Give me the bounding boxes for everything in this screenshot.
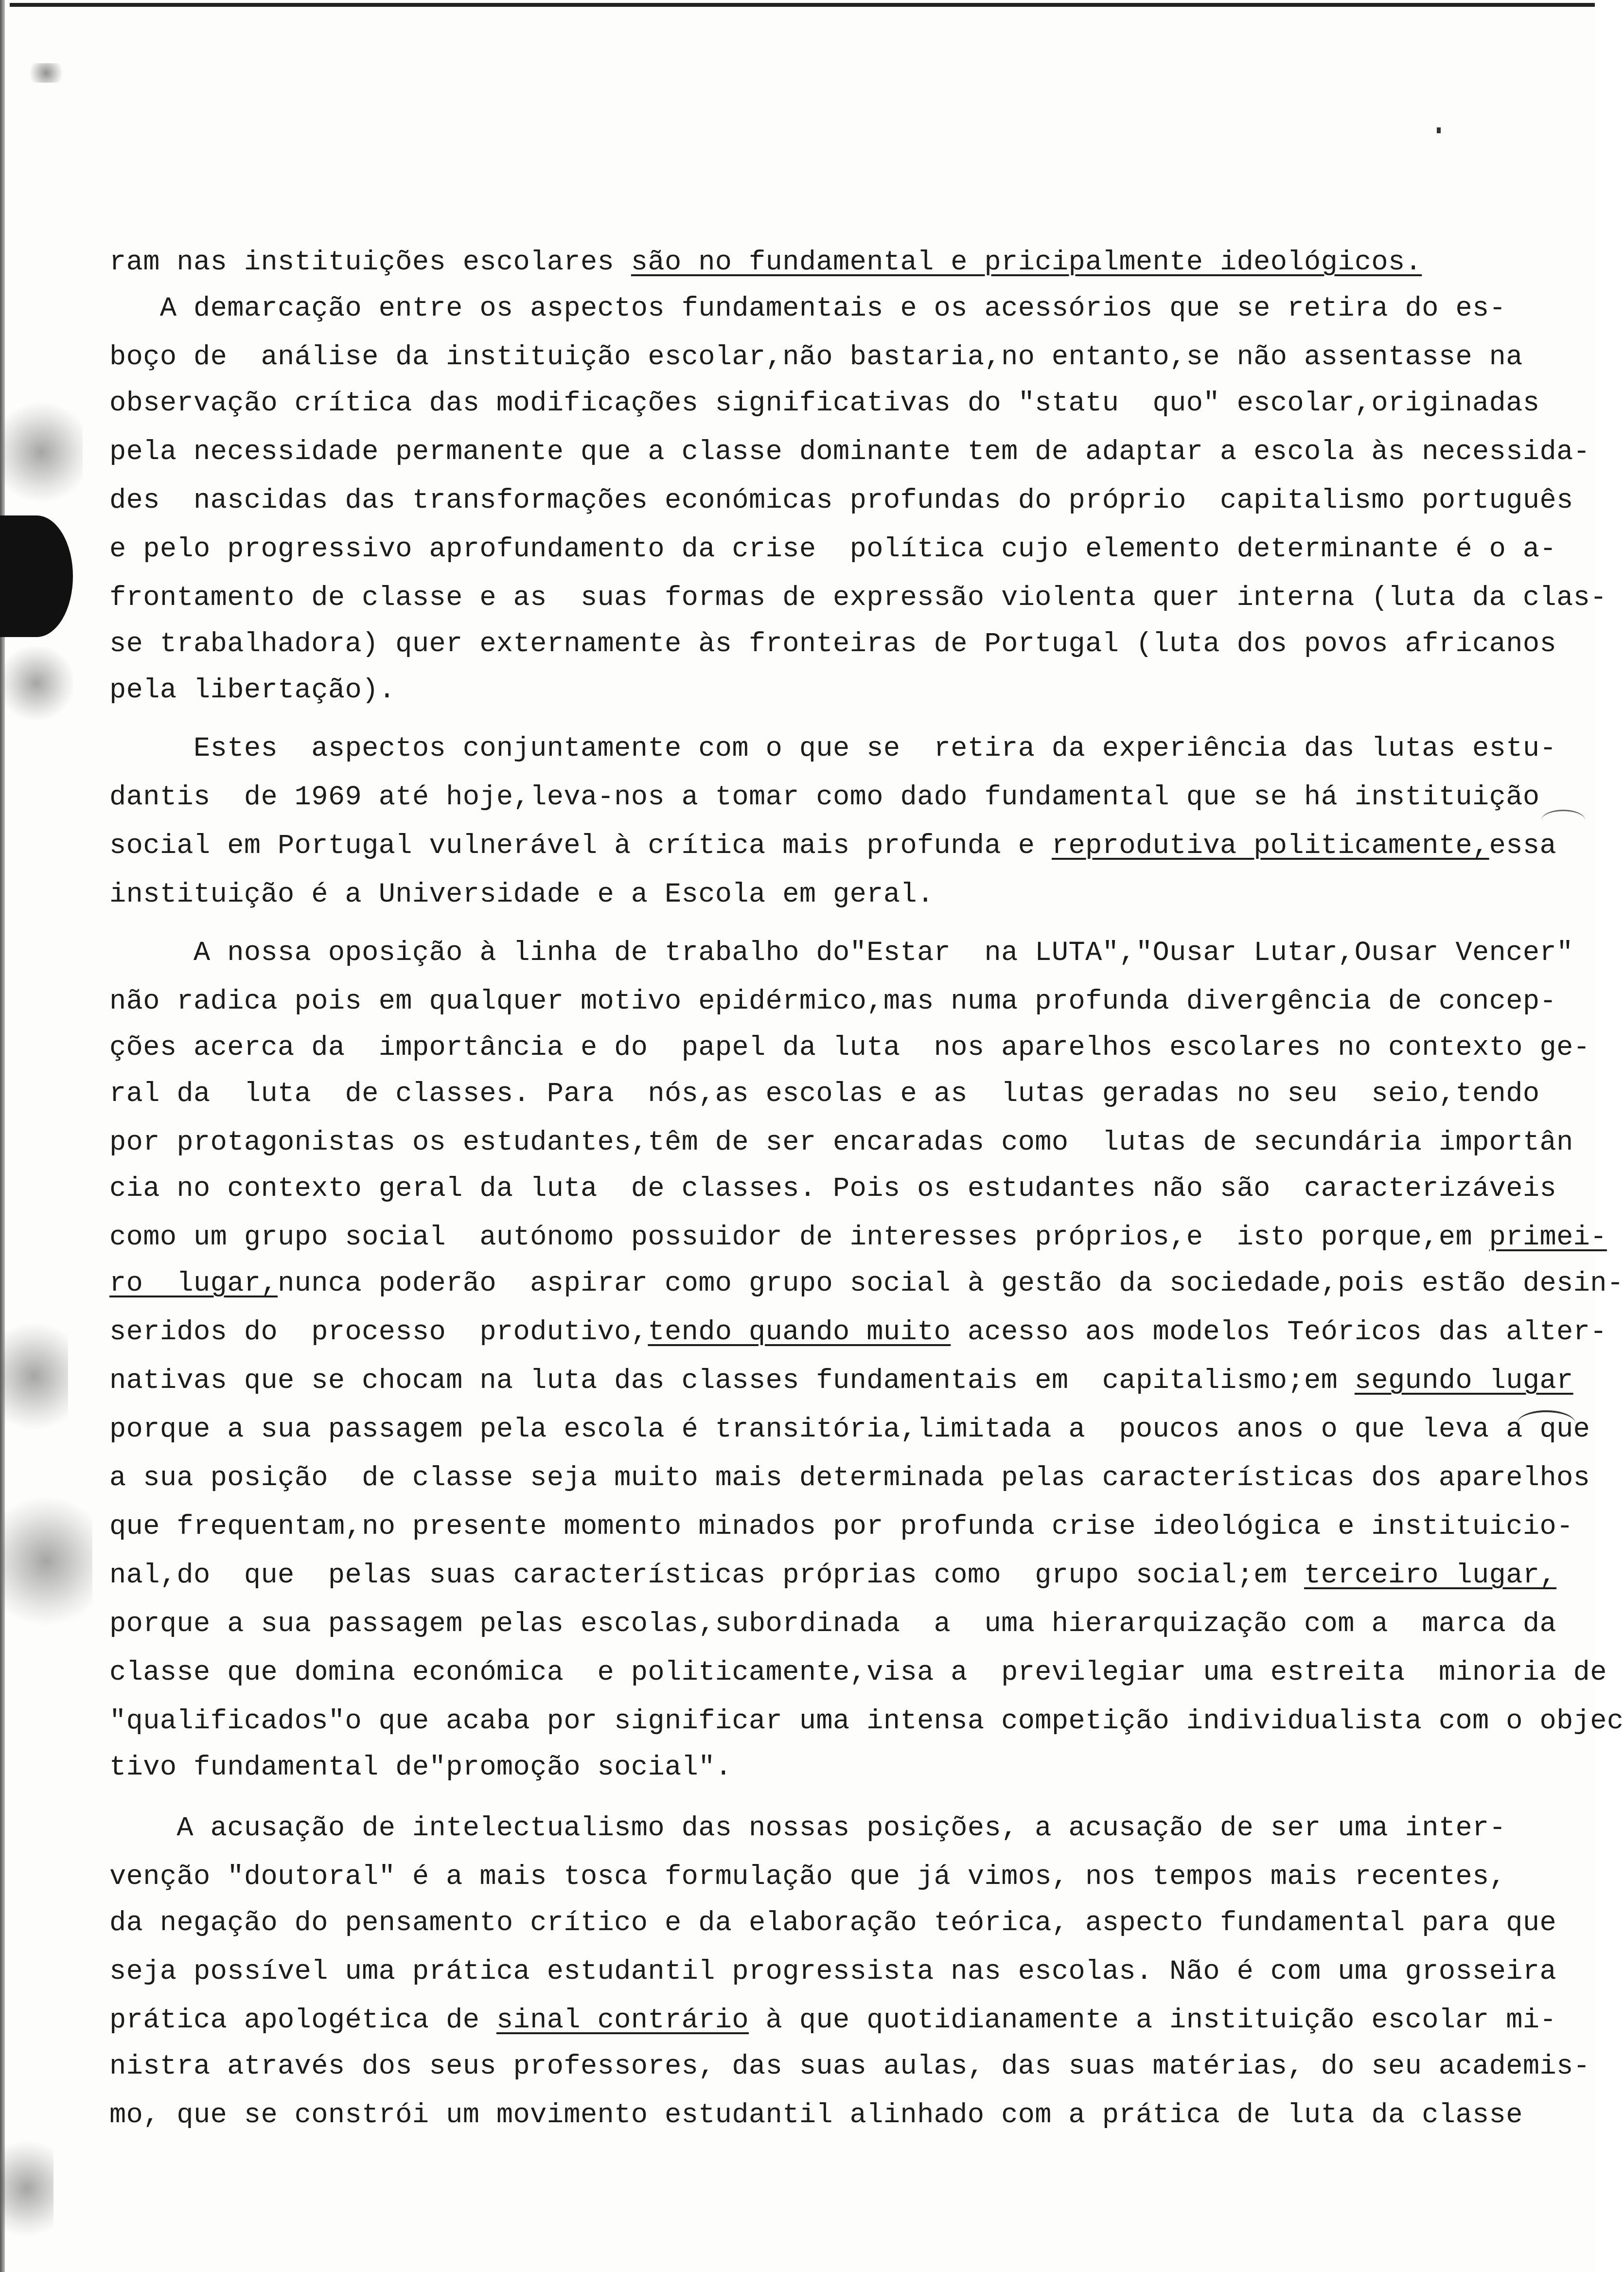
text-segment: que frequentam,no presente momento minados por profunda crise ideológica e instituicio-: [109, 1511, 1573, 1543]
text-line: [109, 2001, 1556, 2040]
text-line: [109, 1809, 1506, 1848]
text-line: [109, 1218, 1607, 1257]
text-line: [109, 243, 1422, 282]
text-segment: Estes aspectos conjuntamente com o que se retira da experiência das lutas estu-: [109, 733, 1557, 764]
text-segment: a sua posição de classe seja muito mais determinada pelas características dos aparelhos: [109, 1463, 1590, 1494]
text-segment: A acusação de intelectualismo das nossas posições, a acusação de ser uma inter-: [109, 1813, 1506, 1844]
text-line: [109, 1410, 1590, 1449]
text-segment: porque a sua passagem pela escola é transitória,limitada a poucos anos o que leva a que: [109, 1414, 1590, 1445]
text-segment: por protagonistas os estudantes,têm de ser encaradas como lutas de secundária importân: [109, 1127, 1573, 1158]
text-segment: venção "doutoral" é a mais tosca formulação que já vimos, nos tempos mais recentes,: [109, 1862, 1506, 1893]
text-segment: prática apologética de: [109, 2005, 496, 2036]
scan-speckle: [0, 1488, 92, 1634]
text-line: [109, 729, 1556, 768]
underlined-phrase: são no fundamental e pricipalmente ideológicos.: [631, 247, 1422, 278]
text-line: [109, 1075, 1539, 1114]
scan-top-border: [10, 3, 1595, 7]
text-segment: como um grupo social autónomo possuidor de interesses próprios,e isto porque,em: [109, 1222, 1489, 1253]
text-segment: pela libertação).: [109, 675, 396, 706]
text-segment: cia no contexto geral da luta de classes. Pois os estudantes não são caracterizáveis: [109, 1173, 1557, 1205]
text-line: [109, 1459, 1590, 1498]
punch-hole: [0, 515, 73, 637]
text-segment: da negação do pensamento crítico e da elaboração teórica, aspecto fundamental para que: [109, 1908, 1557, 1939]
text-segment: essa: [1489, 831, 1557, 862]
text-segment: tivo fundamental de"promoção social".: [109, 1752, 732, 1783]
text-segment: porque a sua passagem pelas escolas,subordinada a uma hierarquização com a marca da: [109, 1609, 1557, 1640]
text-segment: seja possível uma prática estudantil progressista nas escolas. Não é com uma grosseira: [109, 1956, 1557, 1988]
text-segment: se trabalhadora) quer externamente às fronteiras de Portugal (luta dos povos africanos: [109, 629, 1557, 660]
text-line: [109, 1952, 1556, 1991]
underlined-phrase: tendo quando muito: [648, 1317, 951, 1348]
text-segment: social em Portugal vulnerável à crítica mais profunda e: [109, 831, 1052, 862]
text-segment: nativas que se chocam na luta das classes fundamentais em capitalismo;em: [109, 1366, 1355, 1397]
scan-speckle: [0, 1313, 68, 1439]
text-segment: A nossa oposição à linha de trabalho do"Estar na LUTA","Ousar Lutar,Ousar Vencer": [109, 938, 1573, 969]
text-segment: pela necessidade permanente que a classe dominante tem de adaptar a escola às necessida-: [109, 437, 1590, 468]
text-line: [109, 1748, 732, 1787]
text-line: [109, 1605, 1556, 1644]
underlined-phrase: ro lugar,: [109, 1268, 278, 1299]
text-segment: à que quotidianamente a instituição escolar mi-: [749, 2005, 1557, 2036]
text-line: [109, 875, 934, 914]
text-segment: seridos do processo produtivo,: [109, 1317, 648, 1348]
text-line: [109, 1904, 1556, 1943]
scan-speckle: [0, 399, 83, 506]
text-line: [109, 671, 395, 710]
text-segment: ções acerca da importância e do papel da luta nos aparelhos escolares no contexto ge-: [109, 1032, 1590, 1064]
scan-speckle: [0, 2130, 53, 2247]
text-segment: ram nas instituições escolares: [109, 247, 631, 278]
text-segment: mo, que se constrói um movimento estudantil alinhado com a prática de luta da classe: [109, 2100, 1523, 2131]
text-line: [109, 1170, 1556, 1208]
text-segment: ral da luta de classes. Para nós,as escolas e as lutas geradas no seu seio,tendo: [109, 1079, 1540, 1110]
text-line: [109, 579, 1607, 618]
text-segment: e pelo progressivo aprofundamento da crise política cujo elemento determinante é o a-: [109, 534, 1557, 565]
text-line: [109, 481, 1573, 520]
text-segment: classe que domina económica e politicamente,visa a previlegiar uma estreita minoria de: [109, 1657, 1607, 1688]
text-segment: dantis de 1969 até hoje,leva-nos a tomar como dado fundamental que se há instituição: [109, 782, 1540, 813]
scan-left-edge: [0, 0, 5, 2272]
text-line: [109, 1508, 1573, 1546]
text-line: [109, 778, 1539, 817]
text-segment: nistra através dos seus professores, das suas aulas, das suas matérias, do seu academis-: [109, 2051, 1590, 2082]
text-segment: "qualificados"o que acaba por significar uma intensa competição individualista com o objec: [109, 1706, 1624, 1737]
underlined-phrase: sinal contrário: [496, 2005, 749, 2036]
text-segment: des nascidas das transformações económicas profundas do próprio capitalismo português: [109, 485, 1573, 516]
text-segment: nunca poderão aspirar como grupo social à gestão da sociedade,pois estão desin-: [278, 1268, 1624, 1299]
underlined-phrase: segundo lugar: [1354, 1366, 1573, 1397]
text-line: [109, 1313, 1607, 1352]
text-segment: A demarcação entre os aspectos fundamentais e os acessórios que se retira do es-: [109, 293, 1506, 324]
text-line: [109, 384, 1539, 423]
text-line: [109, 433, 1590, 472]
text-line: [109, 289, 1506, 328]
scan-corner-mark: [24, 63, 68, 83]
scan-dot: [1437, 127, 1441, 133]
text-line: [109, 625, 1556, 664]
text-segment: boço de análise da instituição escolar,não bastaria,no entanto,se não assentasse na: [109, 342, 1523, 373]
text-segment: acesso aos modelos Teóricos das alter-: [951, 1317, 1607, 1348]
scan-speckle: [0, 647, 73, 720]
text-line: [109, 2096, 1523, 2135]
text-line: [109, 1858, 1506, 1897]
text-segment: não radica pois em qualquer motivo epidérmico,mas numa profunda divergência de concep-: [109, 986, 1557, 1017]
text-segment: frontamento de classe e as suas formas de expressão violenta quer interna (luta da clas-: [109, 583, 1607, 614]
underlined-phrase: terceiro lugar,: [1304, 1560, 1557, 1591]
underlined-phrase: primei-: [1489, 1222, 1607, 1253]
text-line: [109, 338, 1523, 377]
text-line: [109, 982, 1556, 1021]
text-line: [109, 1123, 1573, 1162]
text-line: [109, 827, 1556, 866]
text-line: [109, 1653, 1607, 1692]
underlined-phrase: reprodutiva politicamente,: [1051, 831, 1489, 862]
text-line: [109, 2047, 1590, 2086]
text-line: [109, 1029, 1590, 1067]
text-line: [109, 934, 1573, 973]
text-line: [109, 1702, 1624, 1741]
text-line: [109, 1556, 1556, 1595]
text-line: [109, 1362, 1573, 1401]
text-segment: instituição é a Universidade e a Escola em geral.: [109, 879, 934, 910]
text-segment: observação crítica das modificações significativas do "statu quo" escolar,originadas: [109, 388, 1540, 419]
text-segment: nal,do que pelas suas características próprias como grupo social;em: [109, 1560, 1304, 1591]
text-line: [109, 1264, 1624, 1303]
text-line: [109, 530, 1556, 569]
